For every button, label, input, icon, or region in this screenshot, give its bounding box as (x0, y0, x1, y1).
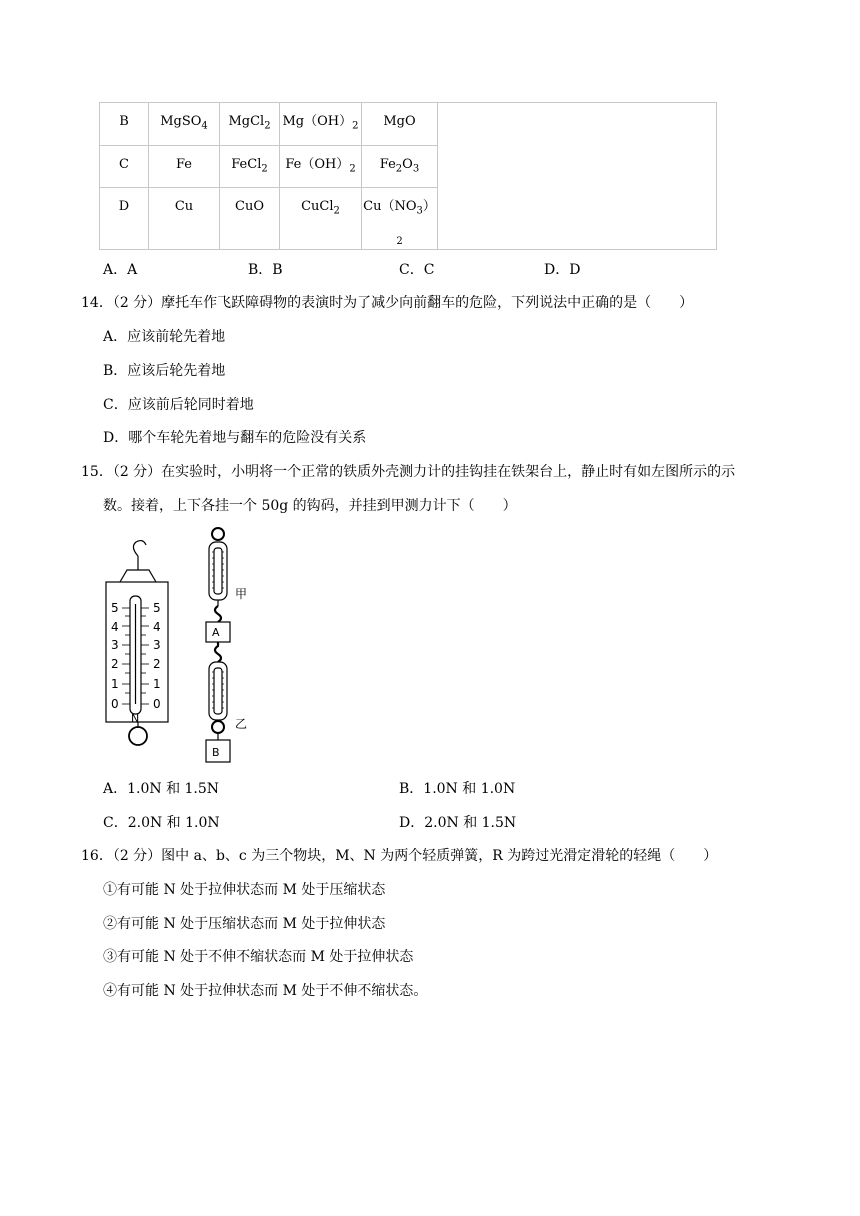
svg-text:2: 2 (111, 657, 119, 671)
cell: MgSO$_4$ (149, 103, 220, 146)
svg-text:4: 4 (111, 620, 119, 634)
svg-text:0: 0 (153, 697, 161, 711)
question-14-stem: 14．（2 分）摩托车作飞跃障碍物的表演时为了减少向前翻车的危险，下列说法中正确的是（ ） (81, 295, 694, 311)
cell: Fe (149, 145, 220, 188)
choice-b[interactable]: B．B (248, 262, 283, 278)
svg-text:0: 0 (111, 697, 119, 711)
choice-b[interactable]: B．应该后轮先着地 (103, 363, 226, 379)
statement-4: ④有可能 N 处于拉伸状态而 M 处于不伸不缩状态。 (103, 983, 428, 999)
svg-text:3: 3 (111, 638, 119, 652)
svg-text:2: 2 (153, 657, 161, 671)
statement-3: ③有可能 N 处于不伸不缩状态而 M 处于拉伸状态 (103, 949, 414, 965)
question-15-stem-continued: 数。接着，上下各挂一个 50g 的钩码，并挂到甲测力计下（ ） (103, 498, 517, 514)
question-16-stem: 16．（2 分）图中 a、b、c 为三个物块，M、N 为两个轻质弹簧，R 为跨过光滑定滑轮的轻绳（ ） (81, 848, 718, 864)
choice-c[interactable]: C．应该前后轮同时着地 (103, 397, 254, 413)
svg-text:A: A (212, 626, 220, 639)
statement-2: ②有可能 N 处于压缩状态而 M 处于拉伸状态 (103, 916, 386, 932)
cell: $Fe_2O_3$ (362, 145, 438, 188)
statement-1: ①有可能 N 处于拉伸状态而 M 处于压缩状态 (103, 882, 386, 898)
row-label: C (100, 145, 149, 188)
empty-cell (438, 103, 717, 250)
svg-text:3: 3 (153, 638, 161, 652)
cell: $Mg(OH)_2$ (280, 103, 362, 146)
row-label: D (100, 188, 149, 250)
cell: CuO (220, 188, 280, 250)
right-spring-scales (206, 528, 230, 762)
options-table (99, 102, 717, 250)
cell: MgO (362, 103, 438, 146)
choice-a[interactable]: A．应该前轮先着地 (103, 329, 226, 345)
cell: $Cu(NO_3)$ 2 (362, 188, 438, 250)
cell: Cu (149, 188, 220, 250)
svg-text:B: B (212, 746, 220, 759)
table-row (100, 103, 717, 146)
spring-scale-figure (100, 520, 260, 770)
cell: CuCl$_2$ (280, 188, 362, 250)
svg-text:乙: 乙 (235, 717, 248, 731)
choice-a[interactable]: A．A (103, 262, 138, 278)
cell: FeCl$_2$ (220, 145, 280, 188)
row-label: B (100, 103, 149, 146)
svg-text:1: 1 (111, 677, 119, 691)
svg-text:甲: 甲 (235, 587, 248, 601)
svg-text:N: N (131, 712, 140, 725)
choice-b[interactable]: B．1.0N 和 1.0N (399, 781, 516, 797)
svg-text:1: 1 (153, 677, 161, 691)
question-15-stem: 15．（2 分）在实验时，小明将一个正常的铁质外壳测力计的挂钩挂在铁架台上，静止时有如左图所示的示 (81, 464, 736, 480)
svg-text:5: 5 (111, 601, 119, 615)
choice-d[interactable]: D．D (544, 262, 581, 278)
choice-a[interactable]: A．1.0N 和 1.5N (103, 781, 220, 797)
choice-d[interactable]: D．哪个车轮先着地与翻车的危险没有关系 (103, 430, 367, 446)
choice-d[interactable]: D．2.0N 和 1.5N (399, 815, 517, 831)
choice-c[interactable]: C．C (399, 262, 435, 278)
choice-c[interactable]: C．2.0N 和 1.0N (103, 815, 220, 831)
cell: $Fe(OH)_2$ (280, 145, 362, 188)
svg-text:5: 5 (153, 601, 161, 615)
cell: MgCl$_2$ (220, 103, 280, 146)
svg-text:4: 4 (153, 620, 161, 634)
